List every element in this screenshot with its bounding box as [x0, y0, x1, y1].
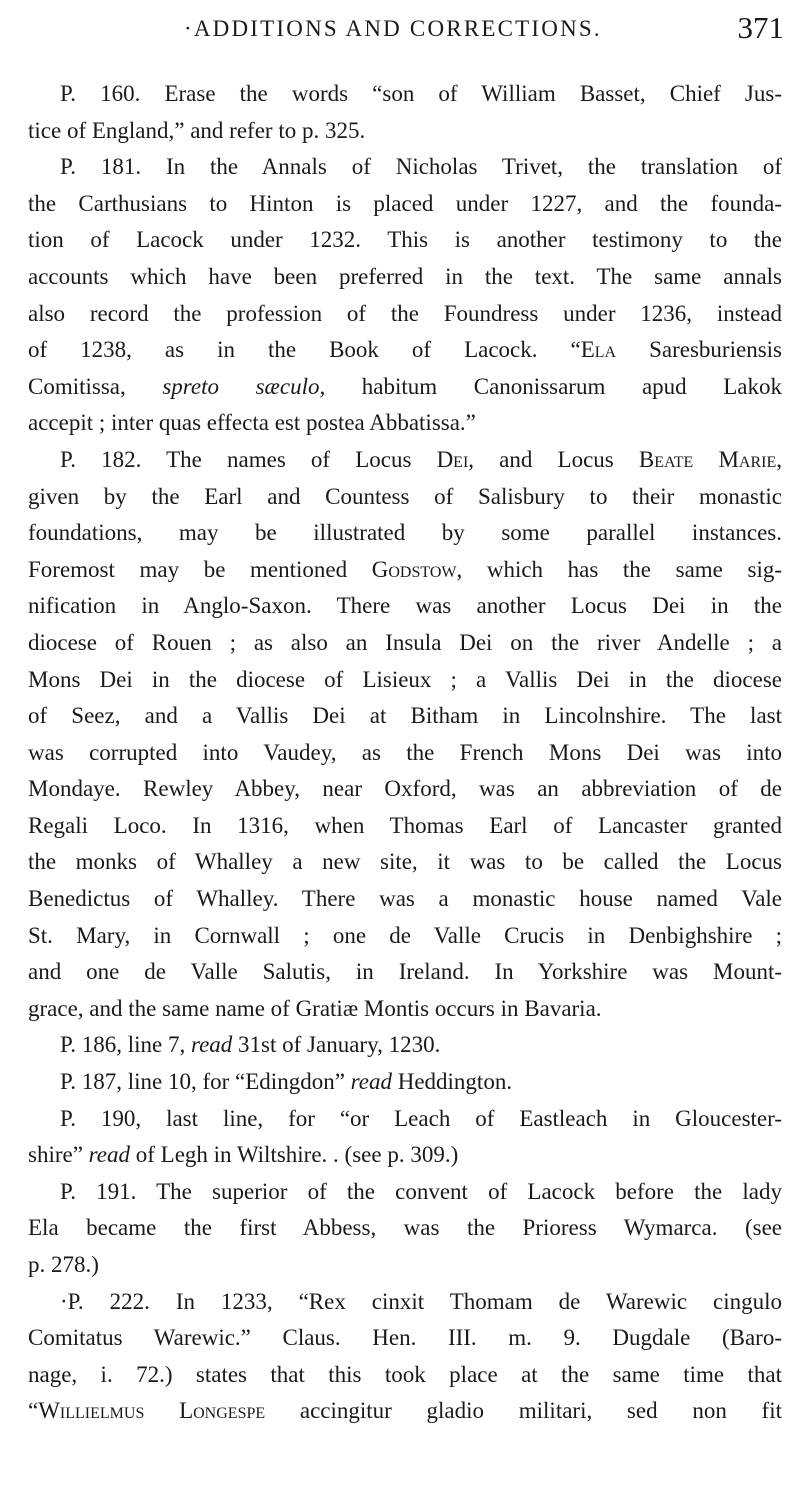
text-run: P. 191. The superior of the convent of Lacock before the lady [60, 1178, 782, 1204]
text-run: grace, and the same name of Gratiæ Montis occurs in Bavaria. [28, 995, 602, 1021]
text-line [28, 918, 782, 955]
text-run: and one de Valle Salutis, in Ireland. In Yorkshire was Mount- [28, 959, 782, 985]
text-run: p. 278.) [28, 1252, 99, 1277]
text-line [28, 552, 782, 589]
text-line [28, 76, 782, 113]
text-line [28, 1320, 782, 1357]
text-run: habitum Canonissarum apud Lakok [325, 373, 782, 399]
text-line [28, 1284, 782, 1321]
text-line [28, 1247, 782, 1284]
text-line [28, 149, 782, 186]
text-line [28, 808, 782, 845]
text-run: P. 182. The names of Locus [60, 446, 437, 472]
text-line [28, 405, 782, 442]
text-line [28, 1137, 782, 1174]
text-run: of 1238, as in the Book of Lacock. “ [28, 337, 581, 363]
text-run: Foremost may be mentioned [28, 556, 372, 582]
text-line [28, 369, 782, 406]
text-run: Mons Dei in the diocese of Lisieux ; a Vallis Dei in the diocese [28, 666, 782, 692]
text-run: accingitur gladio militari, sed non fit [265, 1398, 782, 1424]
text-run: St. Mary, in Cornwall ; one de Valle Crucis in Denbighshire ; [28, 922, 782, 948]
text-line [28, 186, 782, 223]
text-run: the Carthusians to Hinton is placed under 1227, and the founda- [28, 190, 782, 216]
text-line [28, 1210, 782, 1247]
text-run: P. 190, last line, for “or Leach of Eastleach in Gloucester- [60, 1105, 782, 1131]
text-run: P. 181. In the Annals of Nicholas Trivet, the translation of [60, 154, 782, 180]
text-run: of Seez, and a Vallis Dei at Bitham in Lincolnshire. The last [28, 703, 782, 729]
text-run: of Legh in Wiltshire. . (see p. 309.) [129, 1142, 459, 1168]
small-caps-text: Dei [436, 446, 469, 472]
text-line [28, 1174, 782, 1211]
text-run: tion of Lacock under 1232. This is another testimony to the [28, 227, 782, 253]
running-head [20, 10, 790, 50]
text-run: diocese of Rouen ; as also an Insula Dei on the river Andelle ; a [28, 629, 782, 655]
text-line [28, 625, 782, 662]
text-run: , [776, 446, 782, 472]
text-line [28, 844, 782, 881]
text-run: Saresburiensis [616, 337, 782, 363]
text-line [28, 881, 782, 918]
text-run: Comitatus Warewic.” Claus. Hen. III. m. 9. Dugdale (Baro- [28, 1325, 782, 1351]
text-line [28, 332, 782, 369]
small-caps-text: Ela [580, 337, 617, 363]
small-caps-text: Beate Marie [638, 446, 777, 472]
text-run: “ [28, 1398, 39, 1424]
text-run: the monks of Whalley a new site, it was to be called the Locus [28, 849, 782, 875]
text-line [28, 259, 782, 296]
text-run: Mondaye. Rewley Abbey, near Oxford, was an abbreviation of de [28, 776, 782, 802]
text-run: , and Locus [468, 446, 639, 472]
text-run: ·P. 222. In 1233, “Rex cinxit Thomam de Warewic cingulo [60, 1288, 782, 1314]
text-run: Regali Loco. In 1316, when Thomas Earl of Lancaster granted [28, 812, 782, 838]
text-run: , which has the same sig- [456, 556, 782, 582]
text-line [28, 1101, 782, 1138]
italic-text: read [88, 1142, 130, 1168]
text-line [28, 991, 782, 1028]
text-line [28, 954, 782, 991]
text-line [28, 1393, 782, 1430]
body-text [28, 76, 782, 1430]
text-run: P. 186, line 7, [60, 1032, 191, 1058]
text-run: foundations, may be illustrated by some parallel instances. [28, 520, 782, 546]
text-run: nification in Anglo-Saxon. There was another Locus Dei in the [28, 593, 782, 619]
text-run: Benedictus of Whalley. There was a monastic house named Vale [28, 886, 782, 912]
text-line [28, 113, 782, 150]
text-run: also record the profession of the Foundress under 1236, instead [28, 300, 782, 326]
text-line [28, 735, 782, 772]
text-run: 31st of January, 1230. [232, 1032, 441, 1058]
text-line [28, 698, 782, 735]
text-line [28, 222, 782, 259]
text-run: accounts which have been preferred in the text. The same annals [28, 263, 782, 289]
italic-text: read [350, 1069, 392, 1095]
italic-text: read [190, 1032, 233, 1058]
text-run: nage, i. 72.) states that this took place at the same time that [28, 1361, 782, 1387]
text-line [28, 479, 782, 516]
small-caps-text: Willielmus Longespe [38, 1398, 266, 1424]
text-line [28, 1027, 782, 1064]
text-run: P. 160. Erase the words “son of William Basset, Chief Jus- [60, 81, 782, 106]
text-line [28, 588, 782, 625]
text-run: was corrupted into Vaudey, as the French Mons Dei was into [28, 739, 782, 765]
text-line [28, 771, 782, 808]
text-line [28, 1357, 782, 1394]
text-run: tice of England,” and refer to p. 325. [28, 117, 366, 143]
page-number: 371 [737, 10, 784, 45]
text-line [28, 296, 782, 333]
text-run: accepit ; inter quas effecta est postea Abbatissa.” [28, 410, 476, 436]
text-run: Comitissa, [28, 373, 163, 399]
text-run: given by the Earl and Countess of Salisbury to their monastic [28, 483, 782, 509]
running-title: ·ADDITIONS AND CORRECTIONS. [184, 16, 602, 41]
text-run: Heddington. [391, 1069, 513, 1095]
text-line [28, 1064, 782, 1101]
text-line [28, 442, 782, 479]
italic-text: spreto sæculo, [162, 373, 326, 399]
small-caps-text: Godstow [371, 556, 457, 582]
text-run: shire” [28, 1142, 89, 1168]
text-run: P. 187, line 10, for “Edingdon” [60, 1069, 351, 1095]
text-line [28, 515, 782, 552]
text-line [28, 662, 782, 699]
text-run: Ela became the first Abbess, was the Prioress Wymarca. (see [28, 1215, 782, 1241]
